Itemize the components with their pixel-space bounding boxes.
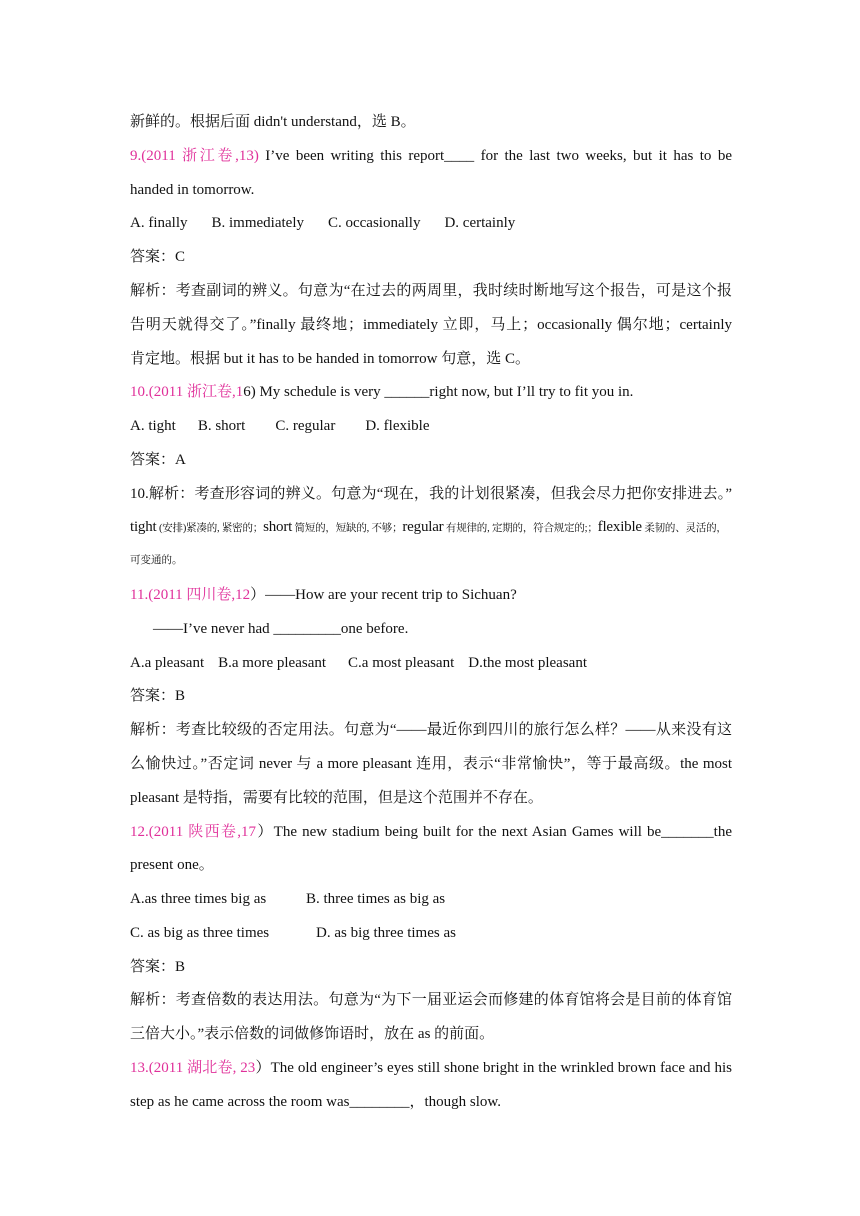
q10-source: 10.(2011 浙江卷,1 [130,384,244,400]
q11-analysis-line-1: 解析：考查比较级的否定用法。句意为“——最近你到四川的旅行怎么样？——从来没有这 [130,722,732,738]
q10-analysis-line-1: 10.解析：考查形容词的辨义。句意为“现在，我的计划很紧凑，但我会尽力把你安排进去。” [130,486,732,502]
q10-meaning-flexible: 柔韧的、灵活的， [641,523,727,534]
q11-stem-text: ）——How are your recent trip to Sichuan? [250,587,517,603]
q11-stem-line-1 [130,585,732,605]
q12-source: 12.(2011 陕西卷,17 [130,824,257,840]
q8-analysis-tail: 新鲜的。根据后面 didn't understand，选 B。 [130,114,416,130]
q11-stem-line-2: ——I’ve never had _________one before. [153,621,409,637]
q9-option-b: B. immediately [211,215,304,231]
q13-stem-text: ）The old engineer’s eyes still shone bright in the wrinkled brown face and his [255,1060,732,1076]
q11-analysis-line-2: 么愉快过。”否定词 never 与 a more pleasant 连用，表示“非常愉快”，等于最高级。the most [130,756,732,772]
q9-option-d: D. certainly [444,215,516,231]
q10-analysis-line-2 [130,517,732,539]
q9-stem-line-2: handed in tomorrow. [130,182,255,198]
q10-option-a: A. tight [130,418,176,434]
q11-option-d: D.the most pleasant [468,655,587,671]
q12-option-a: A.as three times big as [130,891,267,907]
q10-options [130,416,732,436]
q9-answer: 答案：C [130,249,186,265]
q10-analysis-line-3: 可变通的。 [130,555,183,566]
q10-meaning-short: 简短的，短缺的, 不够； [292,523,403,534]
q9-option-c: C. occasionally [327,215,421,231]
q11-options [130,653,732,673]
q12-stem-text: ）The new stadium being built for the next Asian Games will be_______the [256,824,732,840]
q10-stem-text: 6) My schedule is very ______right now, but I’ll try to fit you in. [243,384,634,400]
q13-stem-line-1 [130,1058,732,1078]
q10-meaning-tight: (安排)紧凑的, 紧密的； [156,523,264,534]
q12-options-row-1 [130,889,732,909]
q10-option-c: C. regular [275,418,336,434]
q11-answer: 答案：B [130,688,186,704]
q12-stem-line-2: present one。 [130,857,214,873]
q12-option-c: C. as big as three times [130,925,270,941]
q10-option-d: D. flexible [365,418,430,434]
q9-source: 9.(2011 浙江卷,13) [130,148,259,164]
q12-analysis-line-2: 三倍大小。”表示倍数的词做修饰语时，放在 as 的前面。 [130,1026,495,1042]
q10-answer: 答案：A [130,452,186,468]
q10-word-flexible: flexible [597,519,642,535]
q10-word-short: short [263,519,293,535]
q11-source: 11.(2011 四川卷,12 [130,587,251,603]
q9-analysis-line-3: 肯定地。根据 but it has to be handed in tomorrow 句意，选 C。 [130,351,530,367]
q11-option-c: C.a most pleasant [348,655,455,671]
q12-answer: 答案：B [130,959,186,975]
q12-analysis-line-1: 解析：考查倍数的表达用法。句意为“为下一届亚运会而修建的体育馆将会是目前的体育馆 [130,992,732,1008]
q12-options-row-2 [130,923,732,943]
q10-stem [130,382,732,402]
q10-option-b: B. short [197,418,246,434]
q10-word-tight: tight [130,519,157,535]
q12-stem-line-1 [130,822,732,842]
q13-source: 13.(2011 湖北卷, 23 [130,1060,256,1076]
q9-analysis-line-1: 解析：考查副词的辨义。句意为“在过去的两周里，我时续时断地写这个报告，可是这个报 [130,283,732,299]
q11-option-a: A.a pleasant [130,655,205,671]
q11-option-b: B.a more pleasant [218,655,327,671]
q9-stem-text: I’ve been writing this report____ for the last two weeks, but it has to be [258,148,732,164]
q12-option-d: D. as big three times as [316,925,456,941]
q9-options [130,213,732,233]
q9-stem-line-1 [130,146,732,166]
q9-analysis-line-2: 告明天就得交了。”finally 最终地；immediately 立即，马上；occasionally 偶尔地；certainly [130,317,732,333]
q13-stem-line-2: step as he came across the room was________，though slow. [130,1094,502,1110]
q10-word-regular: regular [402,519,444,535]
q11-analysis-line-3: pleasant 是特指，需要有比较的范围，但是这个范围并不存在。 [130,790,543,806]
q9-option-a: A. finally [130,215,188,231]
q10-meaning-regular: 有规律的, 定期的，符合规定的;； [443,523,598,534]
q12-option-b: B. three times as big as [306,891,446,907]
